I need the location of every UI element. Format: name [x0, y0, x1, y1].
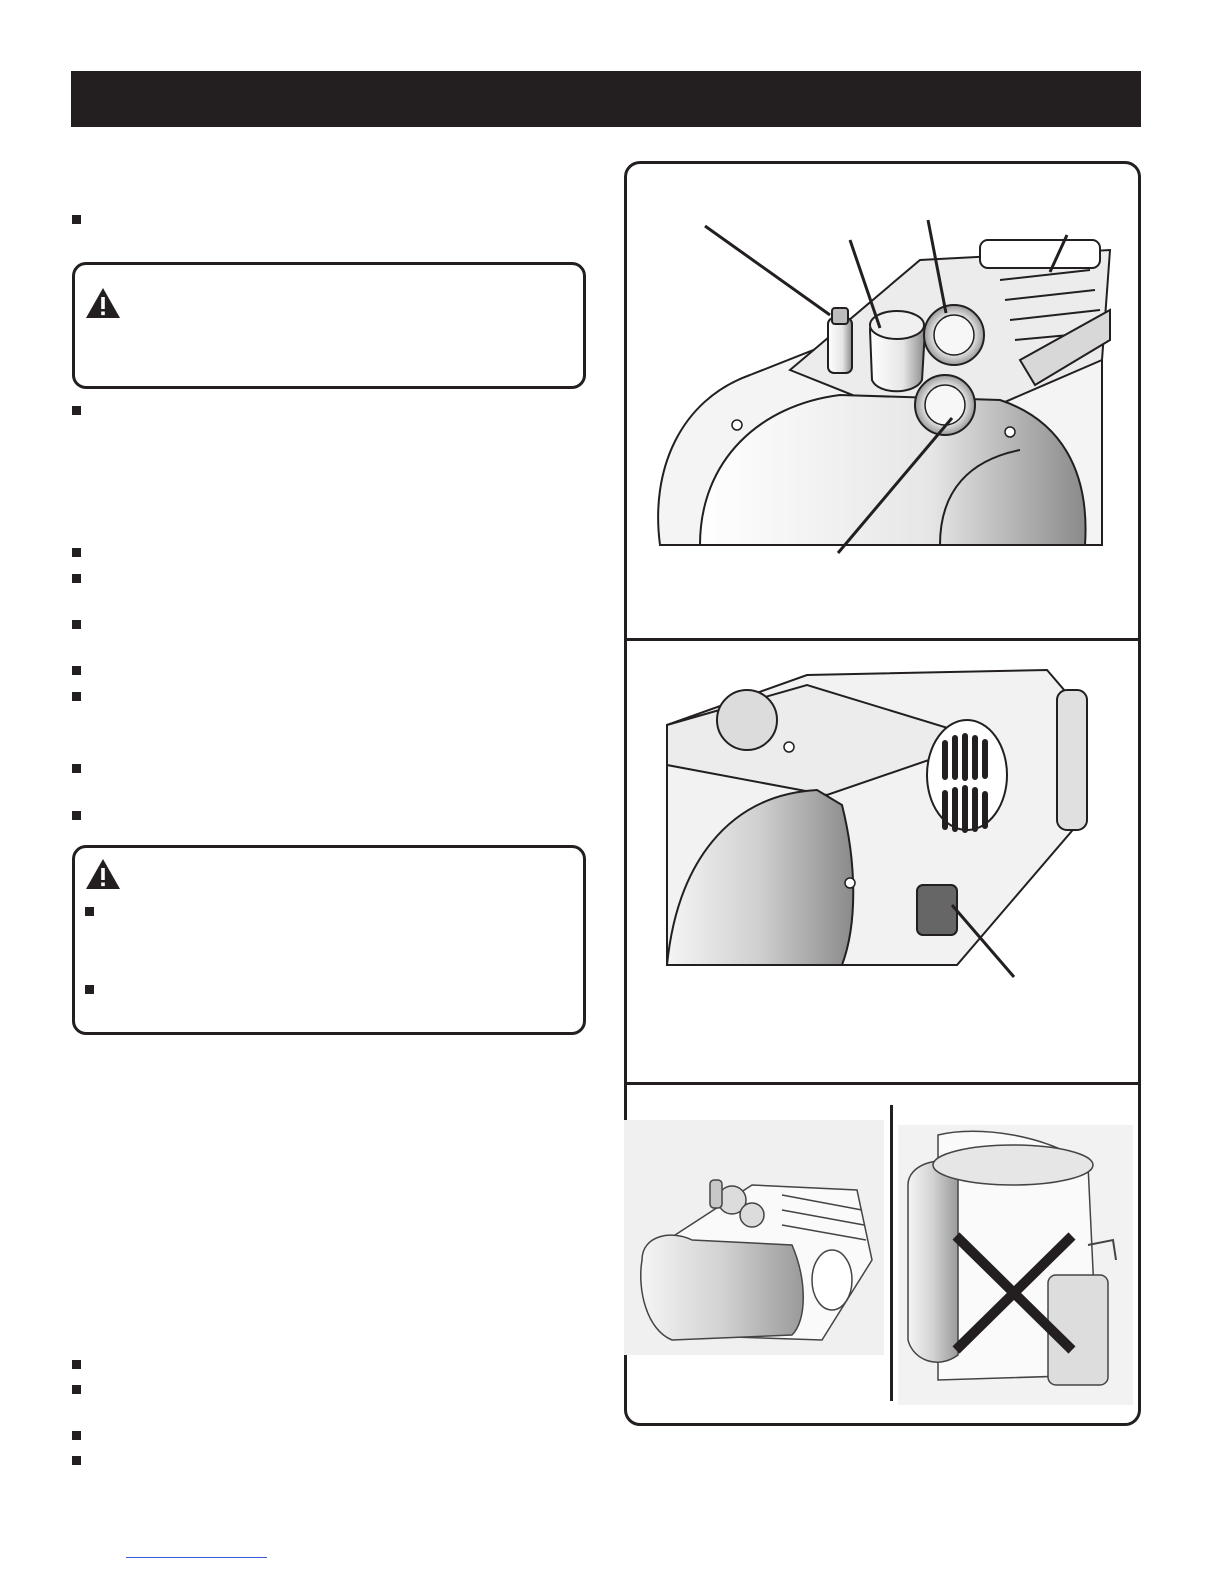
figure-divider	[627, 638, 1138, 641]
warning-box	[72, 845, 586, 1035]
bullet-marker	[72, 1456, 81, 1465]
section-header-bar	[71, 71, 1141, 127]
bullet-marker	[72, 574, 81, 583]
figure-divider	[627, 1082, 1138, 1085]
bullet-marker	[85, 985, 94, 994]
bullet-marker	[72, 215, 81, 224]
bullet-marker	[72, 811, 81, 820]
bullet-marker	[72, 1431, 81, 1440]
bullet-marker	[72, 620, 81, 629]
bullet-marker	[72, 1385, 81, 1394]
figure-compressor-top-controls	[640, 210, 1120, 555]
bullet-marker	[72, 406, 81, 415]
bullet-marker	[72, 1360, 81, 1369]
warning-triangle-icon	[85, 287, 121, 319]
warning-box	[72, 262, 586, 389]
figure-correct-orientation	[632, 1140, 877, 1350]
link-underline[interactable]	[126, 1557, 267, 1558]
figure-compressor-side-switch	[667, 665, 1107, 983]
bullet-marker	[72, 692, 81, 701]
bullet-marker	[72, 548, 81, 557]
warning-triangle-icon	[85, 858, 121, 890]
bullet-marker	[85, 907, 94, 916]
x-mark-icon	[950, 1232, 1078, 1354]
bullet-marker	[72, 666, 81, 675]
figure-split-line	[890, 1105, 893, 1401]
bullet-marker	[72, 764, 81, 773]
